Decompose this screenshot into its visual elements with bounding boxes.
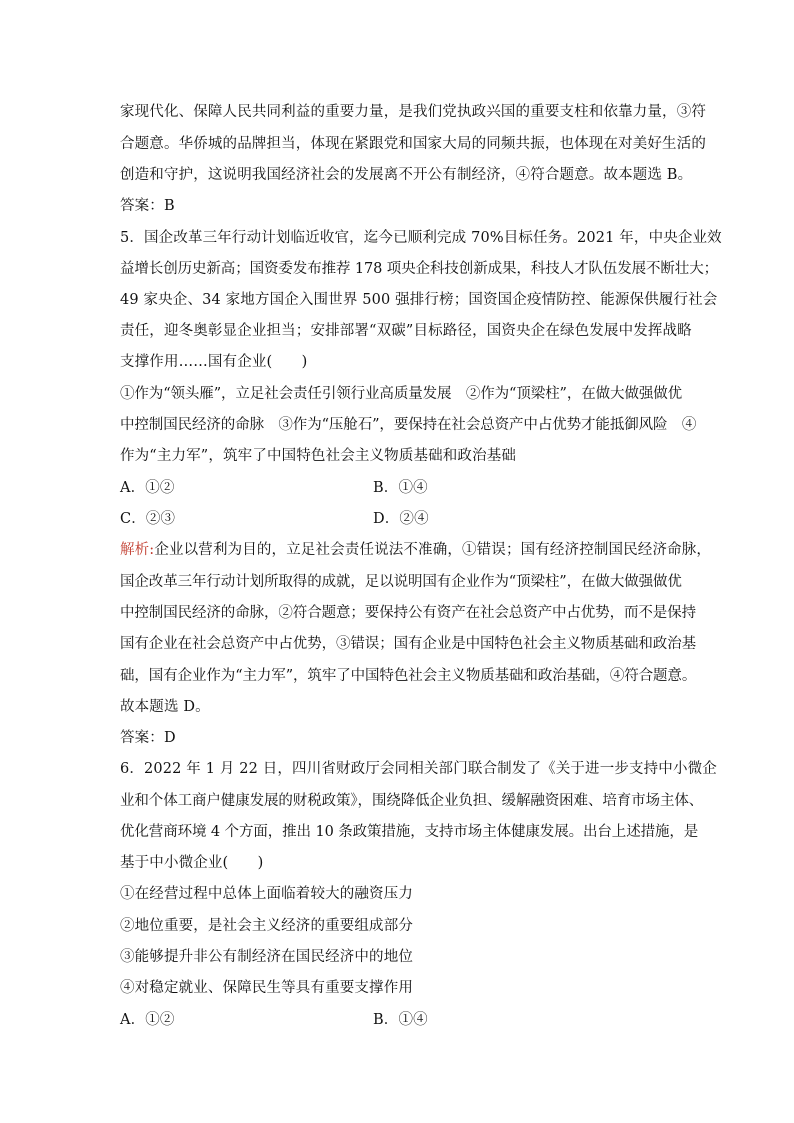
question-6-stem: 业和个体工商户健康发展的财税政策》，围绕降低企业负担、缓解融资困难、培育市场主体、 [120, 793, 704, 809]
question-6-statement: ①在经营过程中总体上面临着较大的融资压力 [120, 886, 413, 902]
answer-line: 答案：B [120, 198, 175, 214]
question-6-stem: 6．2022 年 1 月 22 日，四川省财政厅会同相关部门联合制发了《关于进一步支持中小微企 [120, 761, 717, 777]
option-a: A．①② [120, 1012, 175, 1028]
question-5-stem: 支撑作用……国有企业( ) [120, 354, 308, 370]
question-5-statements: ①作为“领头雁”，立足社会责任引领行业高质量发展 ②作为“顶梁柱”，在做大做强做优 [120, 386, 683, 402]
question-6-statement: ③能够提升非公有制经济在国民经济中的地位 [120, 949, 413, 965]
analysis-line [120, 540, 711, 560]
question-5-stem: 49 家央企、34 家地方国企入围世界 500 强排行榜；国资国企疫情防控、能源保供履行社会 [120, 292, 718, 308]
question-6-statement: ④对稳定就业、保障民生等具有重要支撑作用 [120, 980, 413, 996]
question-6-stem: 优化营商环境 4 个方面，推出 10 条政策措施，支持市场主体健康发展。出台上述措施，是 [120, 824, 699, 840]
analysis-label: 解析: [120, 542, 155, 558]
text-line: 合题意。华侨城的品牌担当，体现在紧跟党和国家大局的同频共振，也体现在对美好生活的 [120, 136, 706, 152]
analysis-line: 中控制国民经济的命脉，②符合题意；要保持公有资产在社会总资产中占优势，而不是保持 [120, 605, 696, 621]
question-5-stem: 责任，迎冬奥彰显企业担当；安排部署“双碳”目标路径，国资央企在绿色发展中发挥战略 [120, 323, 692, 339]
question-6-stem: 基于中小微企业( ) [120, 855, 264, 871]
question-5-statements: 作为“主力军”，筑牢了中国特色社会主义物质基础和政治基础 [120, 448, 517, 464]
question-5-statements: 中控制国民经济的命脉 ③作为“压舱石”，要保持在社会总资产中占优势才能抵御风险 ④ [120, 417, 697, 433]
question-5-stem: 5．国企改革三年行动计划临近收官，迄今已顺利完成 70%目标任务。2021 年，中央企业效 [120, 230, 722, 246]
analysis-text: 企业以营利为目的，立足社会责任说法不准确，①错误；国有经济控制国民经济命脉， [154, 542, 712, 558]
option-b: B．①④ [373, 480, 428, 496]
question-6-statement: ②地位重要，是社会主义经济的重要组成部分 [120, 918, 413, 934]
option-b: B．①④ [373, 1012, 428, 1028]
text-line: 创造和守护，这说明我国经济社会的发展离不开公有制经济，④符合题意。故本题选 B。 [120, 167, 693, 183]
option-d: D．②④ [373, 511, 429, 527]
option-a: A．①② [120, 480, 175, 496]
text-line: 家现代化、保障人民共同利益的重要力量，是我们党执政兴国的重要支柱和依靠力量，③符 [120, 104, 706, 120]
analysis-line: 国有企业在社会总资产中占优势，③错误；国有企业是中国特色社会主义物质基础和政治基 [120, 636, 696, 652]
option-c: C．②③ [120, 511, 176, 527]
analysis-line: 础，国有企业作为“主力军”，筑牢了中国特色社会主义物质基础和政治基础，④符合题意。 [120, 668, 697, 684]
question-5-stem: 益增长创历史新高；国资委发布推荐 178 项央企科技创新成果，科技人才队伍发展不断壮大； [120, 261, 718, 277]
analysis-line: 故本题选 D。 [120, 699, 210, 715]
analysis-line: 国企改革三年行动计划所取得的成就，足以说明国有企业作为“顶梁柱”，在做大做强做优 [120, 574, 682, 590]
answer-line: 答案：D [120, 730, 176, 746]
